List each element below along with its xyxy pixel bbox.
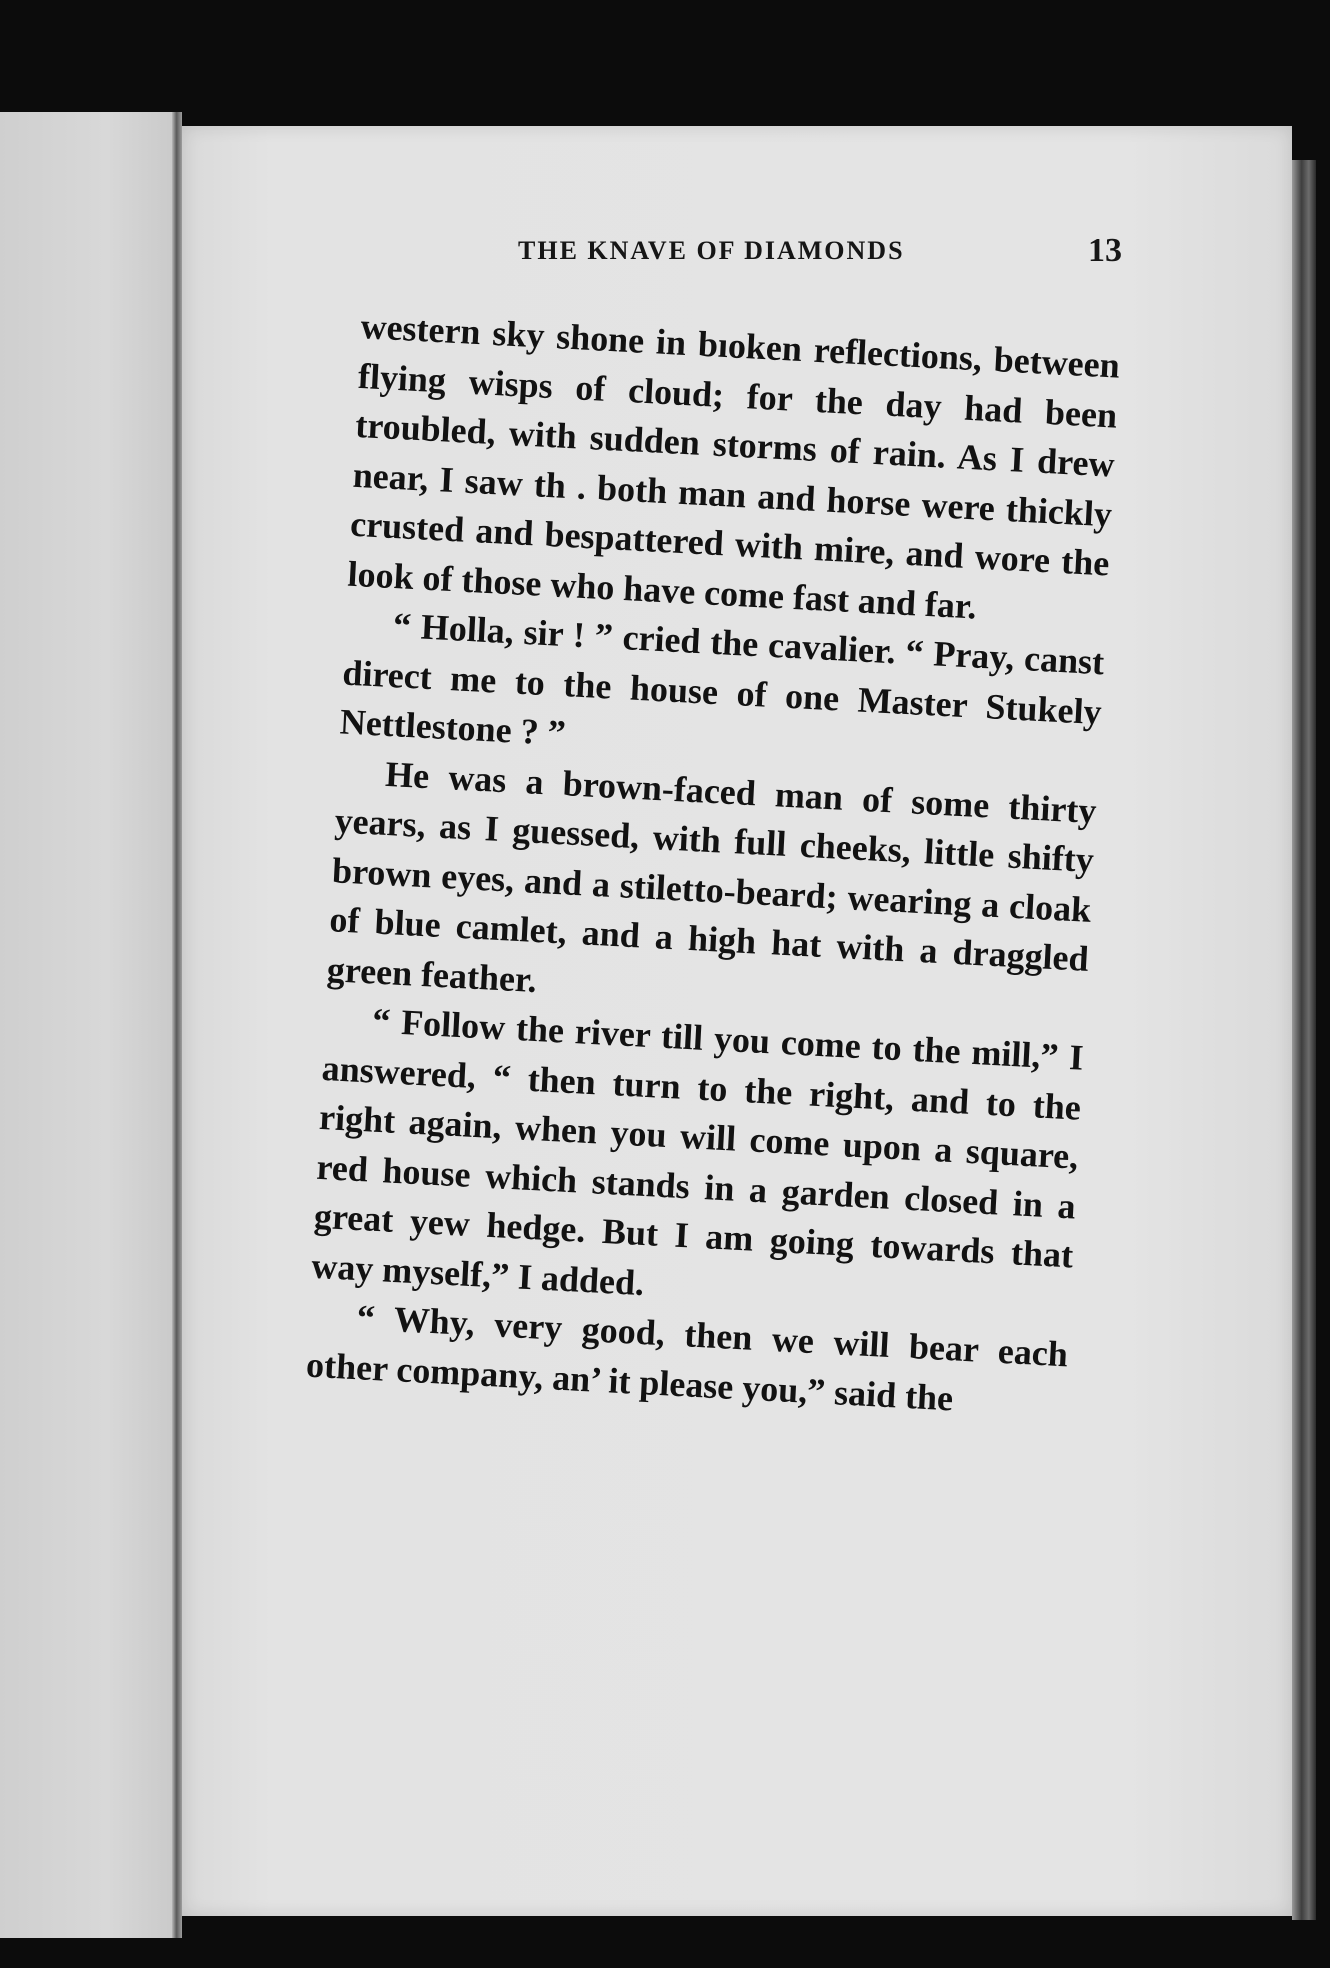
page-edge-shadow [1292,160,1316,1920]
paragraph: “ Holla, sir ! ” cried the cavalier. “ Pray, canst direct me to the house of one Master Stukely Nettlestone ? ” [338,605,1106,754]
running-head: THE KNAVE OF DIAMONDS [518,236,905,265]
paragraph: “ Follow the river till you come to the mill,” I answered, “ then turn to the right, and to the right again, when you will come upon a square, red house which stands in a garden closed in a great yew hedge. But I am going towards that way myself,” I added. [310,1000,1085,1303]
paragraph: He was a brown-faced man of some thirty years, as I guessed, with full cheeks, little shifty brown eyes, and a stiletto-beard; wearing a cloak of blue camlet, and a high hat with a draggled green feather. [326,753,1098,1000]
page-number: 13 [1088,232,1122,269]
paragraph: “ Why, very good, then we will bear each other company, an’ it please you,” said the [305,1297,1069,1418]
paragraph: western sky shone in bıoken reflections, between flying wisps of cloud; for the day had been troubled, with sudden storms of rain. As I drew near, I saw th . both man and horse were thickly crusted and bespattered with mire, and wore the look of those who have come fast and far. [346,305,1121,627]
body-text [305,302,1121,1429]
left-page [0,112,178,1938]
book-gutter [172,112,182,1938]
